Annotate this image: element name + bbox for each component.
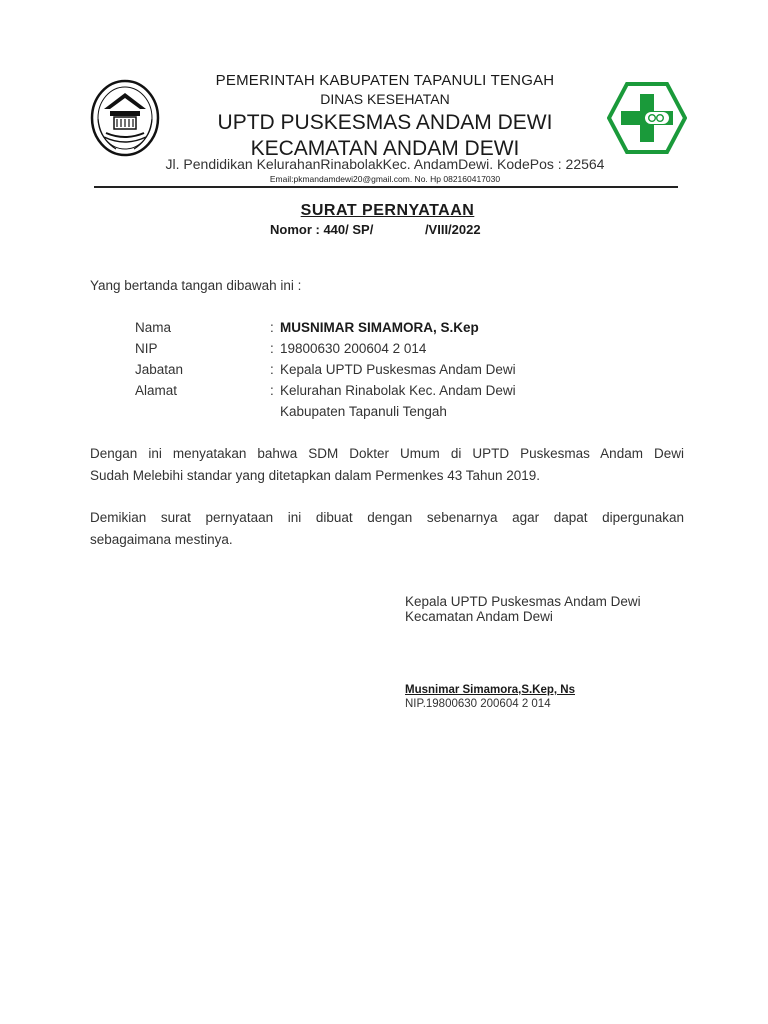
identity-label: Nama (135, 320, 172, 335)
identity-value: Kepala UPTD Puskesmas Andam Dewi (280, 362, 516, 377)
identity-colon: : (270, 383, 274, 398)
letterhead-contact: Email:pkmandamdewi20@gmail.com. No. Hp 082160417030 (269, 174, 501, 184)
identity-label: Jabatan (135, 362, 184, 377)
letterhead-divider (94, 186, 678, 188)
identity-label: NIP (135, 341, 158, 356)
closing-paragraph (90, 507, 684, 551)
identity-value: Kelurahan Rinabolak Kec. Andam Dewi (280, 383, 516, 398)
government-name: PEMERINTAH KABUPATEN TAPANULI TENGAH (215, 72, 555, 89)
identity-value: Kabupaten Tapanuli Tengah (280, 404, 447, 419)
identity-value: MUSNIMAR SIMAMORA, S.Kep (280, 320, 479, 335)
district-name: KECAMATAN ANDAM DEWI (250, 137, 520, 160)
health-cross-icon (607, 82, 687, 154)
identity-colon: : (270, 362, 274, 377)
signatory-position: Kepala UPTD Puskesmas Andam Dewi (405, 594, 641, 609)
letterhead (170, 72, 600, 162)
identity-label: Alamat (135, 383, 178, 398)
document-number (270, 222, 481, 237)
signatory-name: Musnimar Simamora,S.Kep, Ns (405, 684, 575, 696)
institution-name: UPTD PUSKESMAS ANDAM DEWI (217, 111, 553, 134)
identity-colon: : (270, 320, 274, 335)
statement-line: Dengan ini menyatakan bahwa SDM Dokter Umum di UPTD Puskesmas Andam Dewi (90, 446, 684, 461)
document-title: SURAT PERNYATAAN (300, 202, 475, 219)
document-number-prefix: Nomor : 440/ SP/ (270, 222, 374, 237)
regency-emblem-icon (90, 79, 160, 157)
intro-text: Yang bertanda tangan dibawah ini : (90, 278, 302, 293)
identity-value: 19800630 200604 2 014 (280, 341, 427, 356)
statement-line: Sudah Melebihi standar yang ditetapkan dalam Permenkes 43 Tahun 2019. (90, 468, 541, 483)
statement-paragraph (90, 443, 684, 487)
closing-line: Demikian surat pernyataan ini dibuat dengan sebenarnya agar dapat dipergunakan (90, 510, 684, 525)
signatory-nip: NIP.19800630 200604 2 014 (405, 698, 551, 710)
signatory-district: Kecamatan Andam Dewi (405, 609, 553, 624)
closing-line: sebagaimana mestinya. (90, 532, 233, 547)
department-name: DINAS KESEHATAN (320, 91, 450, 107)
document-number-suffix: /VIII/2022 (424, 222, 481, 237)
identity-colon: : (270, 341, 274, 356)
letterhead-address: Jl. Pendidikan KelurahanRinabolakKec. AndamDewi. KodePos : 22564 (165, 156, 605, 172)
